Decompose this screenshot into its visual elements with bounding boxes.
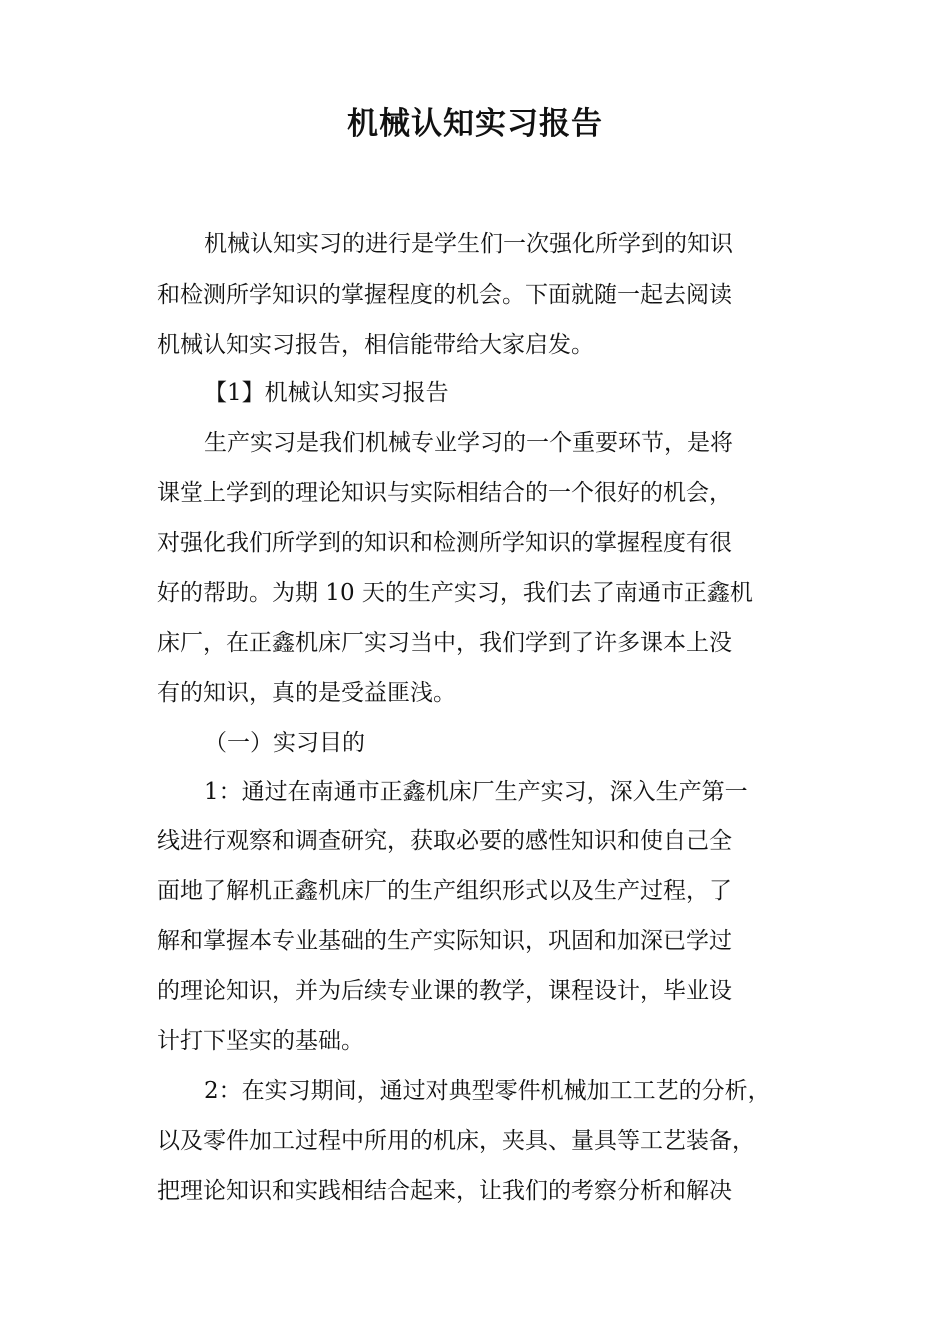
paragraph-line: 线进行观察和调查研究，获取必要的感性知识和使自己全 xyxy=(157,828,732,854)
paragraph-line: 好的帮助。为期 10 天的生产实习，我们去了南通市正鑫机 xyxy=(157,580,753,606)
paragraph-line: 的理论知识，并为后续专业课的教学，课程设计，毕业设 xyxy=(157,978,732,1004)
paragraph-line: 面地了解机正鑫机床厂的生产组织形式以及生产过程，了 xyxy=(157,878,732,904)
paragraph-line: 2：在实习期间，通过对典型零件机械加工工艺的分析， xyxy=(204,1078,771,1104)
page-title: 机械认知实习报告 xyxy=(347,106,603,142)
paragraph-line: 机械认知实习报告，相信能带给大家启发。 xyxy=(157,332,594,358)
paragraph-line: 和检测所学知识的掌握程度的机会。下面就随一起去阅读 xyxy=(157,282,732,308)
paragraph-line: 有的知识，真的是受益匪浅。 xyxy=(157,680,456,706)
paragraph-line: 机械认知实习的进行是学生们一次强化所学到的知识 xyxy=(204,231,733,257)
paragraph-line: 解和掌握本专业基础的生产实际知识，巩固和加深已学过 xyxy=(157,928,732,954)
paragraph-line: 课堂上学到的理论知识与实际相结合的一个很好的机会， xyxy=(157,480,732,506)
paragraph-line: 床厂，在正鑫机床厂实习当中，我们学到了许多课本上没 xyxy=(157,630,732,656)
paragraph-line: 把理论知识和实践相结合起来，让我们的考察分析和解决 xyxy=(157,1178,732,1204)
paragraph-line: 计打下坚实的基础。 xyxy=(157,1028,364,1054)
paragraph-line: 生产实习是我们机械专业学习的一个重要环节，是将 xyxy=(204,430,733,456)
section-heading: 【1】机械认知实习报告 xyxy=(204,380,449,406)
section-heading: （一）实习目的 xyxy=(204,730,365,756)
paragraph-line: 以及零件加工过程中所用的机床，夹具、量具等工艺装备， xyxy=(157,1128,755,1154)
paragraph-line: 1：通过在南通市正鑫机床厂生产实习，深入生产第一 xyxy=(204,779,748,805)
paragraph-line: 对强化我们所学到的知识和检测所学知识的掌握程度有很 xyxy=(157,530,732,556)
